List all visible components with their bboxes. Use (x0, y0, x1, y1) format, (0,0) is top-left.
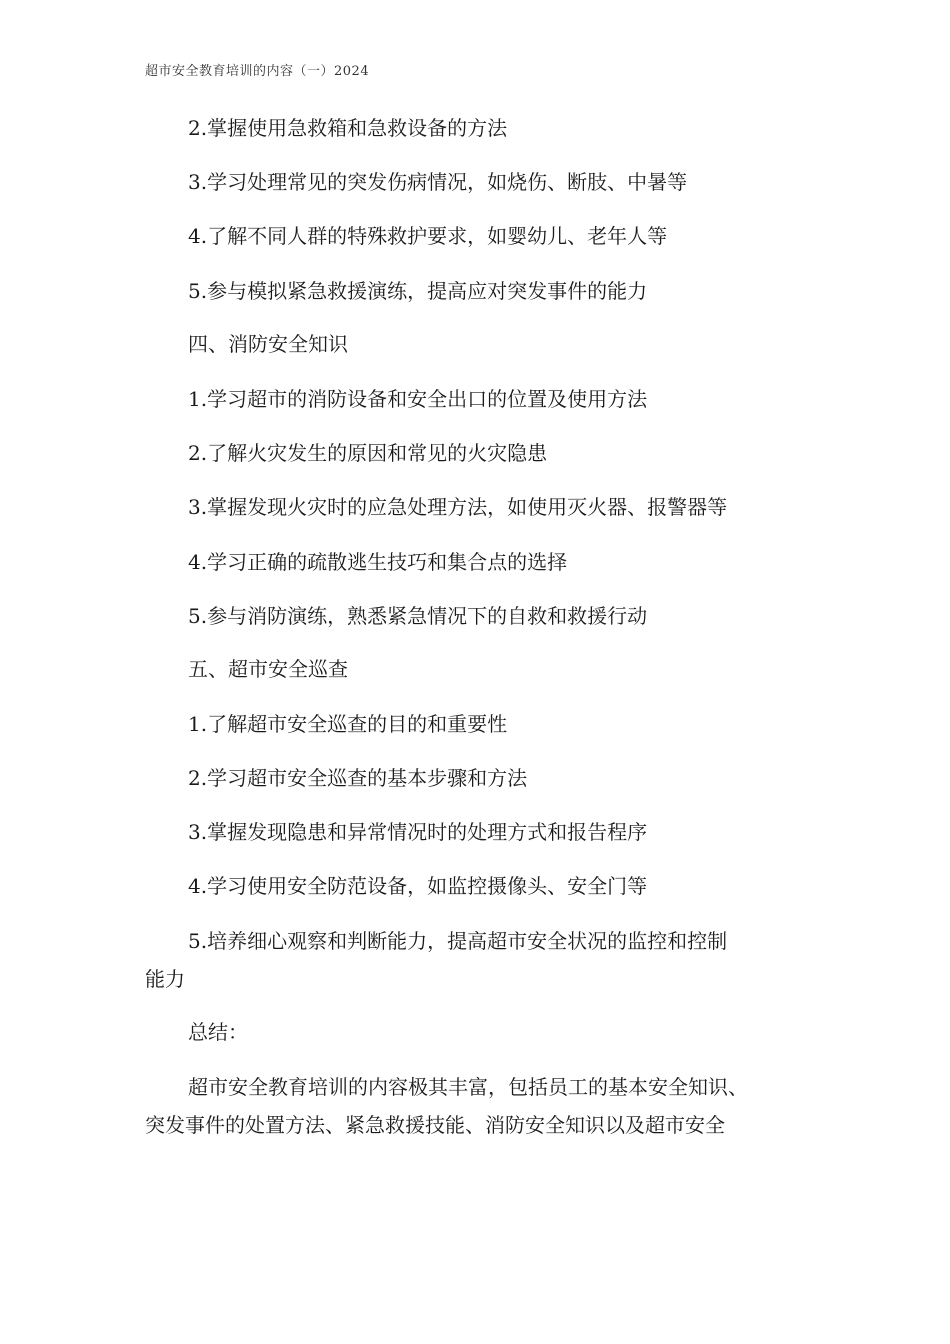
list-item: 4.了解不同人群的特殊救护要求，如婴幼儿、老年人等 (188, 224, 668, 248)
list-item: 5.参与模拟紧急救援演练，提高应对突发事件的能力 (188, 279, 648, 303)
list-item: 2.掌握使用急救箱和急救设备的方法 (188, 116, 508, 140)
list-item: 1.学习超市的消防设备和安全出口的位置及使用方法 (188, 387, 648, 411)
section-heading: 四、消防安全知识 (188, 332, 348, 356)
list-item: 3.学习处理常见的突发伤病情况，如烧伤、断肢、中暑等 (188, 170, 688, 194)
section-heading: 五、超市安全巡查 (188, 657, 348, 681)
paragraph-line: 超市安全教育培训的内容极其丰富，包括员工的基本安全知识、 (188, 1075, 748, 1099)
list-item: 4.学习使用安全防范设备，如监控摄像头、安全门等 (188, 874, 648, 898)
paragraph-line: 突发事件的处置方法、紧急救援技能、消防安全知识以及超市安全 (145, 1113, 725, 1137)
list-item: 5.参与消防演练，熟悉紧急情况下的自救和救援行动 (188, 604, 648, 628)
list-item: 1.了解超市安全巡查的目的和重要性 (188, 712, 508, 736)
list-item: 2.了解火灾发生的原因和常见的火灾隐患 (188, 441, 548, 465)
list-item: 3.掌握发现火灾时的应急处理方法，如使用灭火器、报警器等 (188, 495, 728, 519)
running-header: 超市安全教育培训的内容（一）2024 (145, 64, 370, 79)
list-item: 2.学习超市安全巡查的基本步骤和方法 (188, 766, 528, 790)
list-item: 4.学习正确的疏散逃生技巧和集合点的选择 (188, 550, 568, 574)
list-item: 5.培养细心观察和判断能力，提高超市安全状况的监控和控制 (188, 929, 728, 953)
list-item: 3.掌握发现隐患和异常情况时的处理方式和报告程序 (188, 820, 648, 844)
list-item-continuation: 能力 (145, 967, 185, 991)
summary-heading: 总结： (188, 1020, 248, 1044)
